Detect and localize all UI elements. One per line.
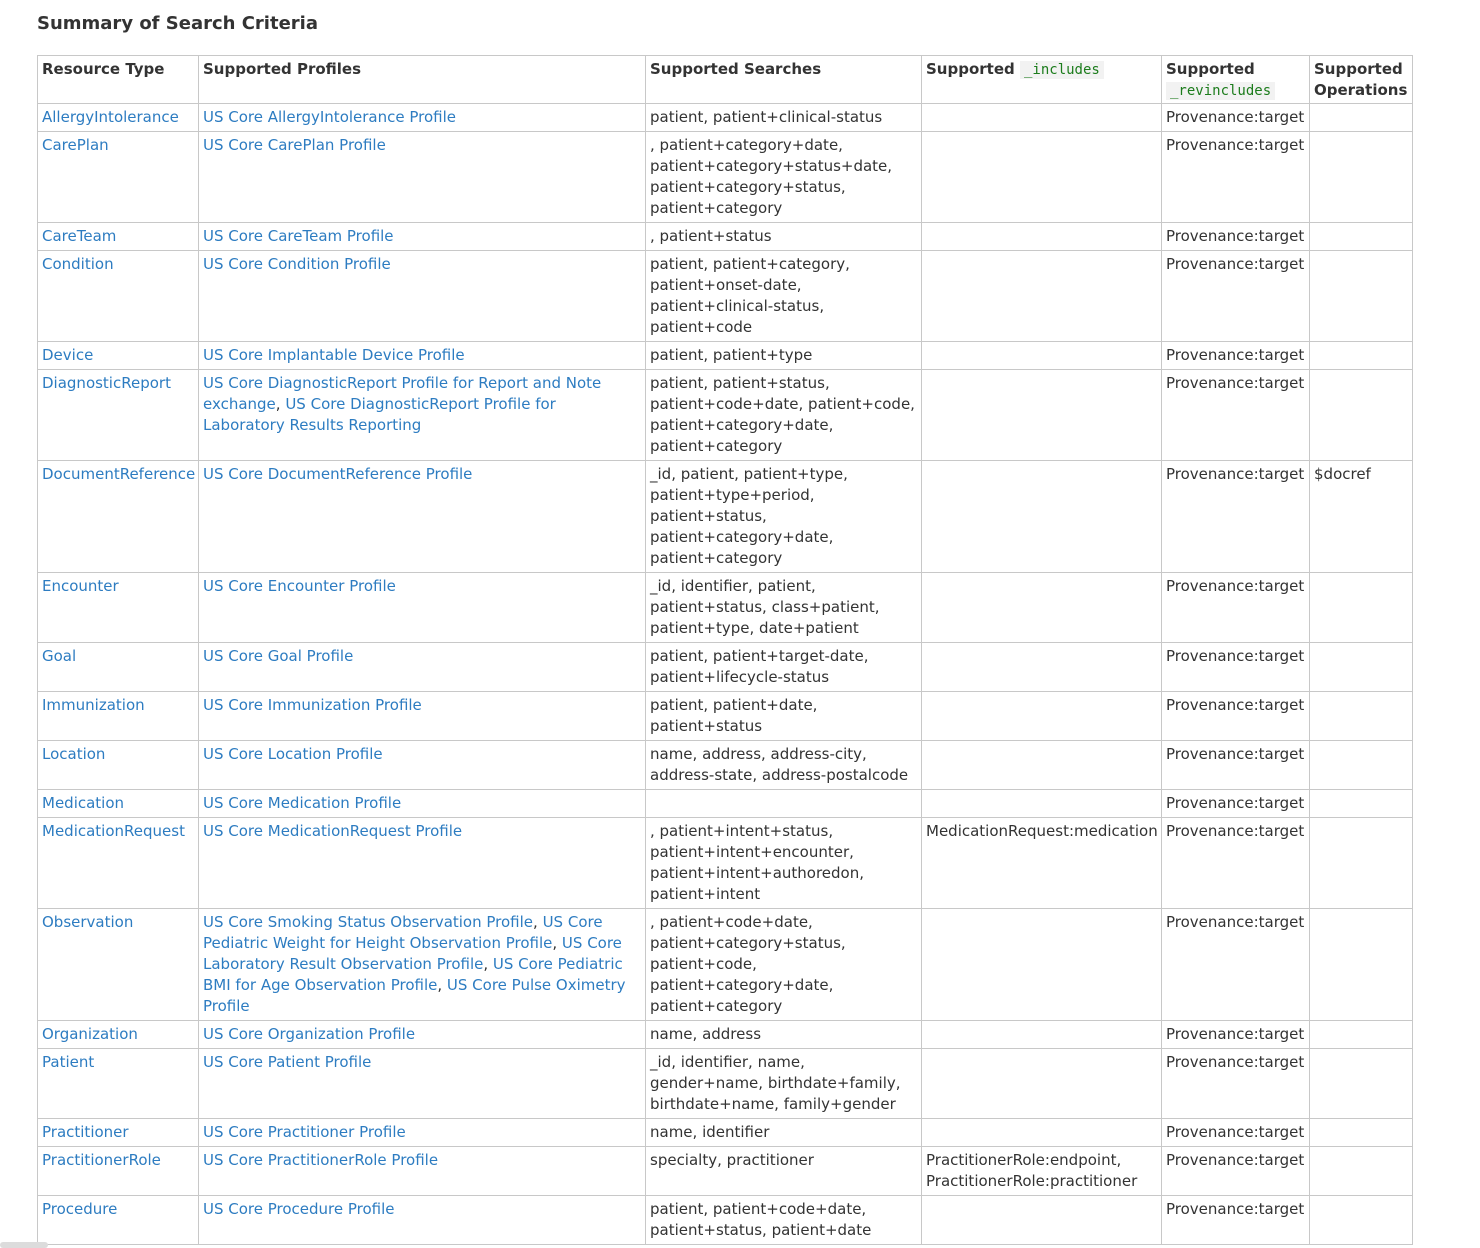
table-row bbox=[38, 909, 1413, 1021]
cell-supported-revincludes: Provenance:target bbox=[1162, 1021, 1310, 1049]
cell-resource-type bbox=[38, 1049, 199, 1119]
cell-supported-revincludes: Provenance:target bbox=[1162, 461, 1310, 573]
cell-supported-revincludes: Provenance:target bbox=[1162, 223, 1310, 251]
cell-resource-type bbox=[38, 370, 199, 461]
cell-resource-type bbox=[38, 741, 199, 790]
cell-resource-type bbox=[38, 132, 199, 223]
profile-link[interactable]: US Core Pediatric BMI for Age Observation Profile bbox=[203, 955, 623, 994]
cell-supported-searches: , patient+status bbox=[646, 223, 922, 251]
profile-link[interactable]: US Core PractitionerRole Profile bbox=[203, 1151, 439, 1169]
cell-supported-operations bbox=[1310, 1021, 1413, 1049]
cell-supported-operations bbox=[1310, 251, 1413, 342]
table-row bbox=[38, 223, 1413, 251]
cell-supported-includes bbox=[922, 223, 1162, 251]
profile-link[interactable]: US Core AllergyIntolerance Profile bbox=[203, 108, 457, 126]
cell-resource-type bbox=[38, 1021, 199, 1049]
profile-link[interactable]: US Core Organization Profile bbox=[203, 1025, 416, 1043]
header-revincludes-word: Supported bbox=[1166, 60, 1255, 78]
header-resource-type: Resource Type bbox=[38, 56, 199, 104]
section-title: Summary of Search Criteria bbox=[37, 13, 318, 34]
resource-type-link[interactable]: CarePlan bbox=[42, 136, 109, 154]
cell-supported-revincludes: Provenance:target bbox=[1162, 692, 1310, 741]
table-body bbox=[38, 104, 1413, 1245]
cell-supported-operations bbox=[1310, 790, 1413, 818]
cell-supported-profiles bbox=[199, 643, 646, 692]
cell-resource-type bbox=[38, 1196, 199, 1245]
cell-supported-profiles bbox=[199, 342, 646, 370]
resource-type-link[interactable]: Observation bbox=[42, 913, 134, 931]
resource-type-link[interactable]: Location bbox=[42, 745, 106, 763]
profile-link[interactable]: US Core Procedure Profile bbox=[203, 1200, 395, 1218]
resource-type-link[interactable]: DocumentReference bbox=[42, 465, 196, 483]
cell-supported-revincludes: Provenance:target bbox=[1162, 1147, 1310, 1196]
table-row bbox=[38, 461, 1413, 573]
cell-supported-profiles bbox=[199, 461, 646, 573]
cell-supported-includes bbox=[922, 104, 1162, 132]
cell-supported-searches: patient, patient+type bbox=[646, 342, 922, 370]
cell-supported-profiles bbox=[199, 104, 646, 132]
cell-supported-operations bbox=[1310, 818, 1413, 909]
cell-supported-searches: name, address bbox=[646, 1021, 922, 1049]
cell-supported-searches: patient, patient+category, patient+onset-date, patient+clinical-status, patient+code bbox=[646, 251, 922, 342]
header-row bbox=[38, 56, 1413, 104]
profile-link[interactable]: US Core CarePlan Profile bbox=[203, 136, 386, 154]
cell-supported-profiles bbox=[199, 223, 646, 251]
cell-supported-operations bbox=[1310, 104, 1413, 132]
cell-supported-revincludes: Provenance:target bbox=[1162, 1049, 1310, 1119]
cell-supported-profiles bbox=[199, 132, 646, 223]
table-row bbox=[38, 1119, 1413, 1147]
cell-supported-operations bbox=[1310, 741, 1413, 790]
cell-supported-operations bbox=[1310, 1196, 1413, 1245]
table-row bbox=[38, 692, 1413, 741]
cell-resource-type bbox=[38, 1147, 199, 1196]
table-row bbox=[38, 643, 1413, 692]
cell-supported-profiles: US Core DiagnosticReport Profile for Report and Note exchange, US Core DiagnosticReport Profile for Laboratory Results Reporting bbox=[199, 370, 646, 461]
cell-supported-revincludes: Provenance:target bbox=[1162, 790, 1310, 818]
horizontal-scrollbar[interactable] bbox=[0, 1242, 48, 1248]
cell-supported-profiles bbox=[199, 1196, 646, 1245]
cell-supported-includes: PractitionerRole:endpoint, PractitionerRole:practitioner bbox=[922, 1147, 1162, 1196]
cell-resource-type bbox=[38, 790, 199, 818]
search-criteria-table bbox=[37, 55, 1413, 1245]
cell-supported-searches: patient, patient+code+date, patient+status, patient+date bbox=[646, 1196, 922, 1245]
cell-supported-operations bbox=[1310, 643, 1413, 692]
header-revincludes-code: _revincludes bbox=[1166, 82, 1275, 100]
resource-type-link[interactable]: Practitioner bbox=[42, 1123, 129, 1141]
cell-supported-includes bbox=[922, 909, 1162, 1021]
cell-resource-type bbox=[38, 573, 199, 643]
profile-link[interactable]: US Core Smoking Status Observation Profile bbox=[203, 913, 534, 931]
header-supported-searches: Supported Searches bbox=[646, 56, 922, 104]
cell-supported-includes bbox=[922, 342, 1162, 370]
table-row bbox=[38, 370, 1413, 461]
cell-supported-revincludes: Provenance:target bbox=[1162, 818, 1310, 909]
cell-supported-revincludes: Provenance:target bbox=[1162, 104, 1310, 132]
profile-link[interactable]: US Core Encounter Profile bbox=[203, 577, 396, 595]
cell-resource-type bbox=[38, 251, 199, 342]
cell-supported-revincludes: Provenance:target bbox=[1162, 251, 1310, 342]
cell-supported-operations bbox=[1310, 223, 1413, 251]
cell-supported-profiles bbox=[199, 1021, 646, 1049]
cell-supported-revincludes: Provenance:target bbox=[1162, 132, 1310, 223]
cell-supported-profiles bbox=[199, 741, 646, 790]
table-row bbox=[38, 1049, 1413, 1119]
profile-link[interactable]: US Core DiagnosticReport Profile for Report and Note exchange bbox=[203, 374, 602, 413]
table-row bbox=[38, 790, 1413, 818]
cell-resource-type bbox=[38, 643, 199, 692]
cell-supported-operations bbox=[1310, 692, 1413, 741]
cell-resource-type bbox=[38, 1119, 199, 1147]
profile-link[interactable]: US Core Medication Profile bbox=[203, 794, 402, 812]
cell-supported-revincludes: Provenance:target bbox=[1162, 370, 1310, 461]
cell-supported-operations bbox=[1310, 573, 1413, 643]
cell-supported-operations bbox=[1310, 370, 1413, 461]
resource-type-link[interactable]: Patient bbox=[42, 1053, 95, 1071]
resource-type-link[interactable]: Condition bbox=[42, 255, 114, 273]
profile-link[interactable]: US Core CareTeam Profile bbox=[203, 227, 394, 245]
cell-supported-profiles bbox=[199, 573, 646, 643]
resource-type-link[interactable]: Encounter bbox=[42, 577, 119, 595]
cell-supported-includes bbox=[922, 573, 1162, 643]
table-row bbox=[38, 818, 1413, 909]
cell-supported-searches: _id, identifier, patient, patient+status, class+patient, patient+type, date+patient bbox=[646, 573, 922, 643]
profile-link[interactable]: US Core Pulse Oximetry Profile bbox=[203, 976, 626, 1015]
cell-supported-searches: _id, identifier, name, gender+name, birthdate+family, birthdate+name, family+gender bbox=[646, 1049, 922, 1119]
table-row bbox=[38, 132, 1413, 223]
resource-type-link[interactable]: Organization bbox=[42, 1025, 138, 1043]
cell-supported-includes bbox=[922, 741, 1162, 790]
table-row bbox=[38, 1196, 1413, 1245]
cell-supported-revincludes: Provenance:target bbox=[1162, 573, 1310, 643]
cell-supported-searches: patient, patient+clinical-status bbox=[646, 104, 922, 132]
resource-type-link[interactable]: PractitionerRole bbox=[42, 1151, 161, 1169]
cell-supported-searches: patient, patient+status, patient+code+date, patient+code, patient+category+date, patient+category bbox=[646, 370, 922, 461]
cell-supported-searches: , patient+intent+status, patient+intent+encounter, patient+intent+authoredon, patient+intent bbox=[646, 818, 922, 909]
header-supported-includes bbox=[922, 56, 1162, 104]
table-row bbox=[38, 251, 1413, 342]
cell-supported-operations bbox=[1310, 342, 1413, 370]
cell-supported-operations bbox=[1310, 1147, 1413, 1196]
resource-type-link[interactable]: Goal bbox=[42, 647, 77, 665]
table-row bbox=[38, 342, 1413, 370]
table-row bbox=[38, 1147, 1413, 1196]
cell-supported-profiles: US Core Smoking Status Observation Profile, US Core Pediatric Weight for Height Observation Profile, US Core Laboratory Result Observation Profile, US Core Pediatric BMI for Age Observation Profile, US Core Pulse Oximetry Profile bbox=[199, 909, 646, 1021]
cell-supported-searches: specialty, practitioner bbox=[646, 1147, 922, 1196]
header-includes-code: _includes bbox=[1020, 61, 1104, 79]
cell-supported-profiles bbox=[199, 1147, 646, 1196]
cell-supported-revincludes: Provenance:target bbox=[1162, 643, 1310, 692]
cell-supported-includes bbox=[922, 251, 1162, 342]
resource-type-link[interactable]: Device bbox=[42, 346, 94, 364]
profile-link[interactable]: US Core Patient Profile bbox=[203, 1053, 372, 1071]
profile-link[interactable]: US Core Goal Profile bbox=[203, 647, 354, 665]
cell-supported-searches: name, address, address-city, address-state, address-postalcode bbox=[646, 741, 922, 790]
cell-supported-includes bbox=[922, 1196, 1162, 1245]
cell-supported-operations: $docref bbox=[1310, 461, 1413, 573]
cell-supported-operations bbox=[1310, 1119, 1413, 1147]
profile-link[interactable]: US Core DocumentReference Profile bbox=[203, 465, 473, 483]
resource-type-link[interactable]: AllergyIntolerance bbox=[42, 108, 179, 126]
cell-supported-profiles bbox=[199, 818, 646, 909]
cell-supported-operations bbox=[1310, 1049, 1413, 1119]
header-supported-operations: Supported Operations bbox=[1310, 56, 1413, 104]
cell-supported-profiles bbox=[199, 692, 646, 741]
table-row bbox=[38, 104, 1413, 132]
cell-supported-searches: patient, patient+date, patient+status bbox=[646, 692, 922, 741]
cell-supported-revincludes: Provenance:target bbox=[1162, 1196, 1310, 1245]
profile-link[interactable]: US Core Implantable Device Profile bbox=[203, 346, 465, 364]
cell-supported-profiles bbox=[199, 251, 646, 342]
table-row bbox=[38, 741, 1413, 790]
cell-supported-includes bbox=[922, 461, 1162, 573]
cell-supported-includes bbox=[922, 1021, 1162, 1049]
cell-resource-type bbox=[38, 223, 199, 251]
profile-link[interactable]: US Core Condition Profile bbox=[203, 255, 391, 273]
resource-type-link[interactable]: CareTeam bbox=[42, 227, 117, 245]
profile-link[interactable]: US Core Pediatric Weight for Height Observation Profile bbox=[203, 913, 603, 952]
cell-supported-revincludes: Provenance:target bbox=[1162, 741, 1310, 790]
cell-resource-type bbox=[38, 818, 199, 909]
cell-supported-searches: , patient+category+date, patient+category+status+date, patient+category+status, patient+category bbox=[646, 132, 922, 223]
cell-supported-includes: MedicationRequest:medication bbox=[922, 818, 1162, 909]
cell-resource-type bbox=[38, 692, 199, 741]
cell-resource-type bbox=[38, 909, 199, 1021]
cell-supported-includes bbox=[922, 1119, 1162, 1147]
cell-supported-searches: , patient+code+date, patient+category+status, patient+code, patient+category+date, patient+category bbox=[646, 909, 922, 1021]
resource-type-link[interactable]: DiagnosticReport bbox=[42, 374, 171, 392]
cell-supported-includes bbox=[922, 132, 1162, 223]
resource-type-link[interactable]: Immunization bbox=[42, 696, 145, 714]
cell-supported-includes bbox=[922, 370, 1162, 461]
table-row bbox=[38, 573, 1413, 643]
header-supported-profiles: Supported Profiles bbox=[199, 56, 646, 104]
resource-type-link[interactable]: MedicationRequest bbox=[42, 822, 185, 840]
resource-type-link[interactable]: Medication bbox=[42, 794, 125, 812]
cell-supported-profiles bbox=[199, 1049, 646, 1119]
cell-resource-type bbox=[38, 461, 199, 573]
cell-supported-revincludes: Provenance:target bbox=[1162, 342, 1310, 370]
profile-link[interactable]: US Core Location Profile bbox=[203, 745, 383, 763]
cell-supported-includes bbox=[922, 790, 1162, 818]
table-row bbox=[38, 1021, 1413, 1049]
header-includes-word: Supported bbox=[926, 60, 1015, 78]
cell-resource-type bbox=[38, 104, 199, 132]
cell-supported-operations bbox=[1310, 909, 1413, 1021]
profile-link[interactable]: US Core Immunization Profile bbox=[203, 696, 422, 714]
profile-link[interactable]: US Core Practitioner Profile bbox=[203, 1123, 406, 1141]
profile-link[interactable]: US Core MedicationRequest Profile bbox=[203, 822, 463, 840]
cell-supported-searches bbox=[646, 790, 922, 818]
cell-resource-type bbox=[38, 342, 199, 370]
cell-supported-revincludes: Provenance:target bbox=[1162, 909, 1310, 1021]
cell-supported-includes bbox=[922, 1049, 1162, 1119]
profile-link[interactable]: US Core DiagnosticReport Profile for Laboratory Results Reporting bbox=[203, 395, 556, 434]
cell-supported-revincludes: Provenance:target bbox=[1162, 1119, 1310, 1147]
header-supported-revincludes bbox=[1162, 56, 1310, 104]
cell-supported-profiles bbox=[199, 790, 646, 818]
cell-supported-searches: name, identifier bbox=[646, 1119, 922, 1147]
profile-link[interactable]: US Core Laboratory Result Observation Profile bbox=[203, 934, 622, 973]
cell-supported-operations bbox=[1310, 132, 1413, 223]
cell-supported-searches: patient, patient+target-date, patient+lifecycle-status bbox=[646, 643, 922, 692]
cell-supported-profiles bbox=[199, 1119, 646, 1147]
cell-supported-includes bbox=[922, 692, 1162, 741]
resource-type-link[interactable]: Procedure bbox=[42, 1200, 118, 1218]
cell-supported-includes bbox=[922, 643, 1162, 692]
cell-supported-searches: _id, patient, patient+type, patient+type+period, patient+status, patient+category+date, patient+category bbox=[646, 461, 922, 573]
